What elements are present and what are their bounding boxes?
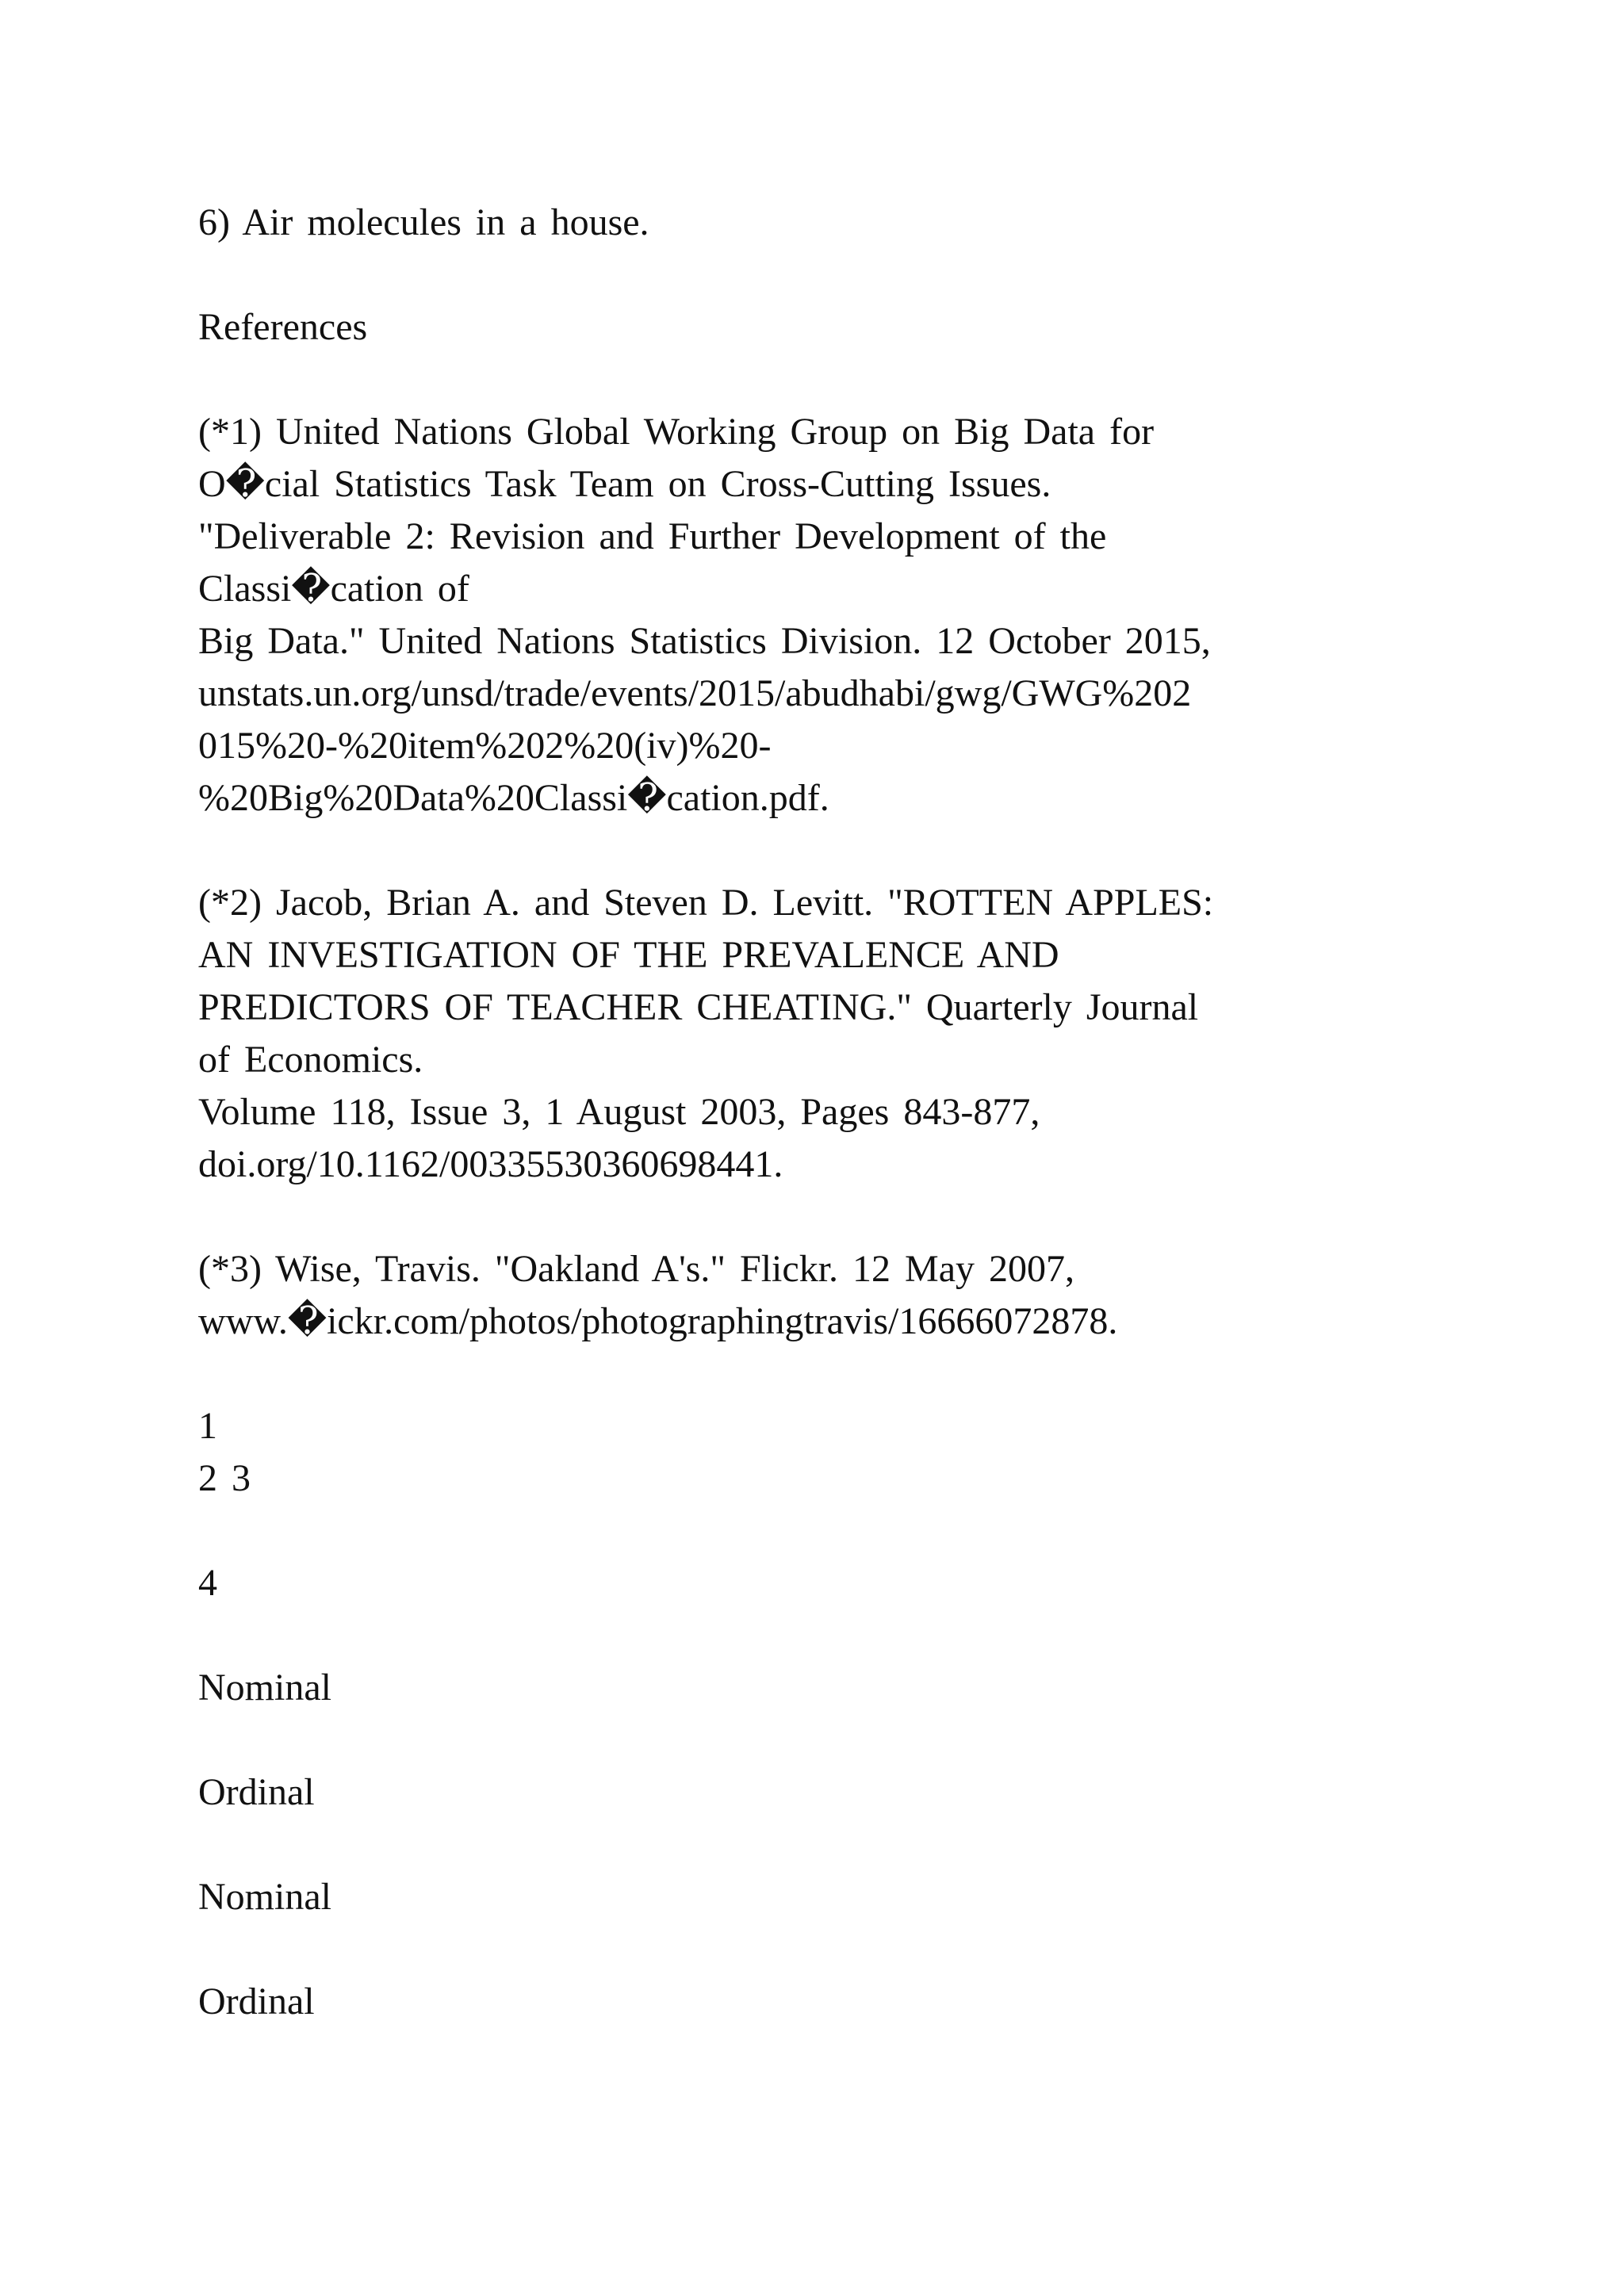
document-content bbox=[198, 197, 1435, 2028]
reference-line: of Economics. bbox=[198, 1039, 423, 1081]
reference-line: %20Big%20Data%20Classi�cation.pdf. bbox=[198, 777, 829, 819]
spacer bbox=[198, 1819, 1435, 1871]
number-label: 2 3 bbox=[198, 1457, 251, 1499]
spacer bbox=[198, 1923, 1435, 1976]
reference-line: Classi�cation of bbox=[198, 568, 469, 610]
reference-line: www.�ickr.com/photos/photographingtravis/16666072878. bbox=[198, 1300, 1118, 1342]
reference-line: AN INVESTIGATION OF THE PREVALENCE AND bbox=[198, 934, 1059, 976]
number-label: 1 bbox=[198, 1405, 217, 1447]
reference-line: Big Data." United Nations Statistics Division. 12 October 2015, bbox=[198, 620, 1211, 662]
references-heading: References bbox=[198, 306, 368, 348]
reference-line: unstats.un.org/unsd/trade/events/2015/abudhabi/gwg/GWG%202 bbox=[198, 672, 1192, 714]
reference-2 bbox=[198, 877, 1435, 1191]
spacer bbox=[198, 825, 1435, 877]
reference-line: doi.org/10.1162/00335530360698441. bbox=[198, 1143, 783, 1185]
reference-line: "Deliverable 2: Revision and Further Development of the bbox=[198, 515, 1107, 557]
number-label: 4 bbox=[198, 1562, 217, 1604]
reference-line: (*1) United Nations Global Working Group on Big Data for bbox=[198, 411, 1155, 453]
reference-line: 015%20-%20item%202%20(iv)%20- bbox=[198, 725, 772, 767]
spacer bbox=[198, 1714, 1435, 1766]
spacer bbox=[198, 1191, 1435, 1243]
spacer bbox=[198, 1348, 1435, 1400]
reference-line: O�cial Statistics Task Team on Cross-Cutting Issues. bbox=[198, 463, 1051, 505]
reference-1 bbox=[198, 406, 1435, 825]
spacer bbox=[198, 1609, 1435, 1662]
reference-line: (*2) Jacob, Brian A. and Steven D. Levitt. "ROTTEN APPLES: bbox=[198, 882, 1214, 924]
reference-line: Volume 118, Issue 3, 1 August 2003, Pages 843-877, bbox=[198, 1091, 1040, 1133]
scale-label: Ordinal bbox=[198, 1980, 315, 2022]
spacer bbox=[198, 1505, 1435, 1557]
spacer bbox=[198, 249, 1435, 301]
scale-label: Nominal bbox=[198, 1667, 331, 1709]
reference-line: PREDICTORS OF TEACHER CHEATING." Quarterly Journal bbox=[198, 986, 1199, 1028]
reference-3 bbox=[198, 1243, 1435, 1348]
list-item-6: 6) Air molecules in a house. bbox=[198, 201, 649, 243]
scale-label: Nominal bbox=[198, 1876, 331, 1918]
spacer bbox=[198, 354, 1435, 406]
reference-line: (*3) Wise, Travis. "Oakland A's." Flickr. 12 May 2007, bbox=[198, 1248, 1075, 1290]
scale-label: Ordinal bbox=[198, 1771, 315, 1813]
